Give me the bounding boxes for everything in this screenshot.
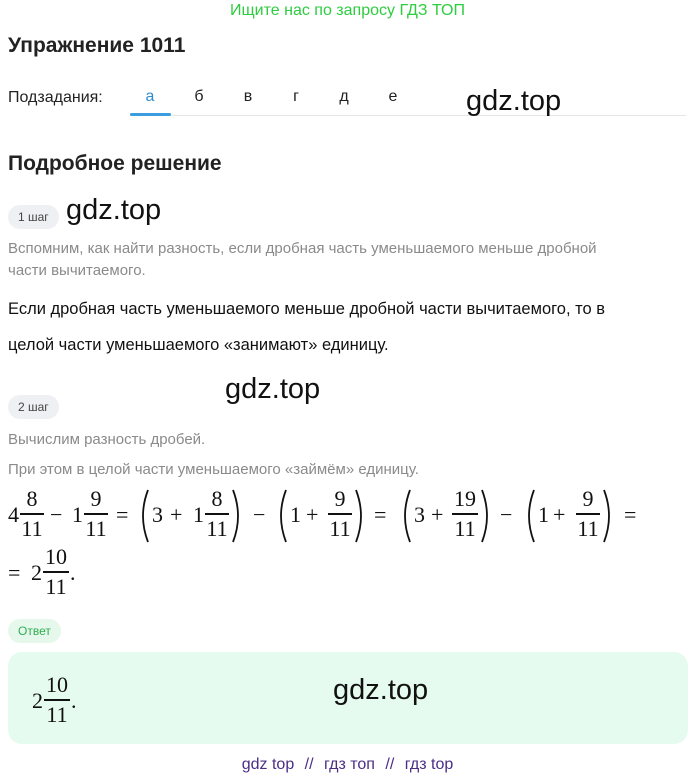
period: . — [70, 560, 76, 585]
equals-sign: = — [624, 502, 637, 527]
answer-box — [8, 652, 688, 744]
whole-1: 1 — [290, 502, 301, 527]
equals-sign: = — [8, 560, 21, 585]
footer-link[interactable]: гдз top — [404, 756, 454, 773]
tab-g[interactable]: г — [293, 88, 299, 105]
whole-3: 3 — [152, 502, 163, 527]
minus-sign: − — [50, 502, 63, 527]
whole-3: 3 — [414, 502, 425, 527]
footer-separator: // — [385, 756, 395, 773]
fraction-8-11: 8 11 — [21, 486, 43, 541]
step-2-badge: 2 шаг — [8, 395, 59, 419]
right-paren-icon — [602, 488, 614, 544]
watermark: gdz.top — [225, 373, 321, 405]
page-title: Упражнение 1011 — [8, 34, 186, 57]
active-tab-indicator — [130, 113, 171, 116]
tabs-divider — [130, 115, 686, 116]
watermark: gdz.top — [466, 85, 562, 117]
subtasks-label: Подзадания: — [8, 89, 103, 106]
footer-link[interactable]: gdz top — [241, 756, 295, 773]
watermark: gdz.top — [66, 194, 162, 226]
formula-line-1 — [0, 486, 695, 546]
tab-v[interactable]: в — [243, 88, 253, 105]
minus-sign: − — [253, 502, 266, 527]
fraction-19-11: 19 11 — [454, 486, 476, 541]
step-2-hint-line-1: Вычислим разность дробей. — [8, 431, 206, 448]
step-1-text-line-2: целой части уменьшаемого «занимают» единицу. — [8, 336, 389, 354]
answer-badge: Ответ — [8, 619, 61, 643]
left-paren-icon — [138, 488, 150, 544]
left-paren-icon — [524, 488, 536, 544]
whole-1: 1 — [538, 502, 549, 527]
step-1-text-line-1: Если дробная часть уменьшаемого меньше дробной части вычитаемого, то в — [8, 300, 606, 318]
whole-4: 4 — [8, 502, 19, 527]
footer-link[interactable]: гдз топ — [324, 756, 375, 773]
fraction-9-11: 9 11 — [577, 486, 599, 541]
whole-1: 1 — [193, 502, 204, 527]
fraction-10-11: 10 11 — [45, 544, 67, 599]
step-1-hint-line-2: части вычитаемого. — [8, 262, 146, 279]
answer-whole: 2 — [32, 688, 43, 713]
right-paren-icon — [354, 488, 366, 544]
fraction-8-11: 8 11 — [206, 486, 228, 541]
plus-sign: + — [306, 502, 319, 527]
fraction-9-11: 9 11 — [85, 486, 107, 541]
watermark: gdz.top — [333, 674, 429, 706]
answer-value — [32, 672, 112, 728]
footer-separator: // — [304, 756, 314, 773]
top-search-banner[interactable]: Ищите нас по запросу ГДЗ ТОП — [230, 2, 465, 19]
right-paren-icon — [480, 488, 492, 544]
step-1-hint-line-1: Вспомним, как найти разность, если дробная часть уменьшаемого меньше дробной — [8, 240, 597, 257]
period: . — [71, 688, 77, 713]
plus-sign: + — [170, 502, 183, 527]
tab-e[interactable]: е — [388, 88, 398, 105]
whole-2: 2 — [31, 560, 42, 585]
answer-fraction: 10 11 — [46, 672, 68, 727]
solution-heading: Подробное решение — [8, 152, 222, 175]
footer-links — [0, 756, 695, 774]
step-2-hint-line-2: При этом в целой части уменьшаемого «займём» единицу. — [8, 461, 419, 478]
tab-d[interactable]: д — [339, 88, 349, 105]
plus-sign: + — [553, 502, 566, 527]
plus-sign: + — [431, 502, 444, 527]
fraction-9-11: 9 11 — [329, 486, 351, 541]
left-paren-icon — [276, 488, 288, 544]
tab-b[interactable]: б — [194, 88, 204, 105]
whole-1: 1 — [72, 502, 83, 527]
equals-sign: = — [374, 502, 387, 527]
equals-sign: = — [116, 502, 129, 527]
left-paren-icon — [400, 488, 412, 544]
minus-sign: − — [500, 502, 513, 527]
formula-line-2 — [0, 544, 200, 600]
tab-a[interactable]: а — [145, 88, 155, 105]
step-1-badge: 1 шаг — [8, 205, 59, 229]
right-paren-icon — [231, 488, 243, 544]
